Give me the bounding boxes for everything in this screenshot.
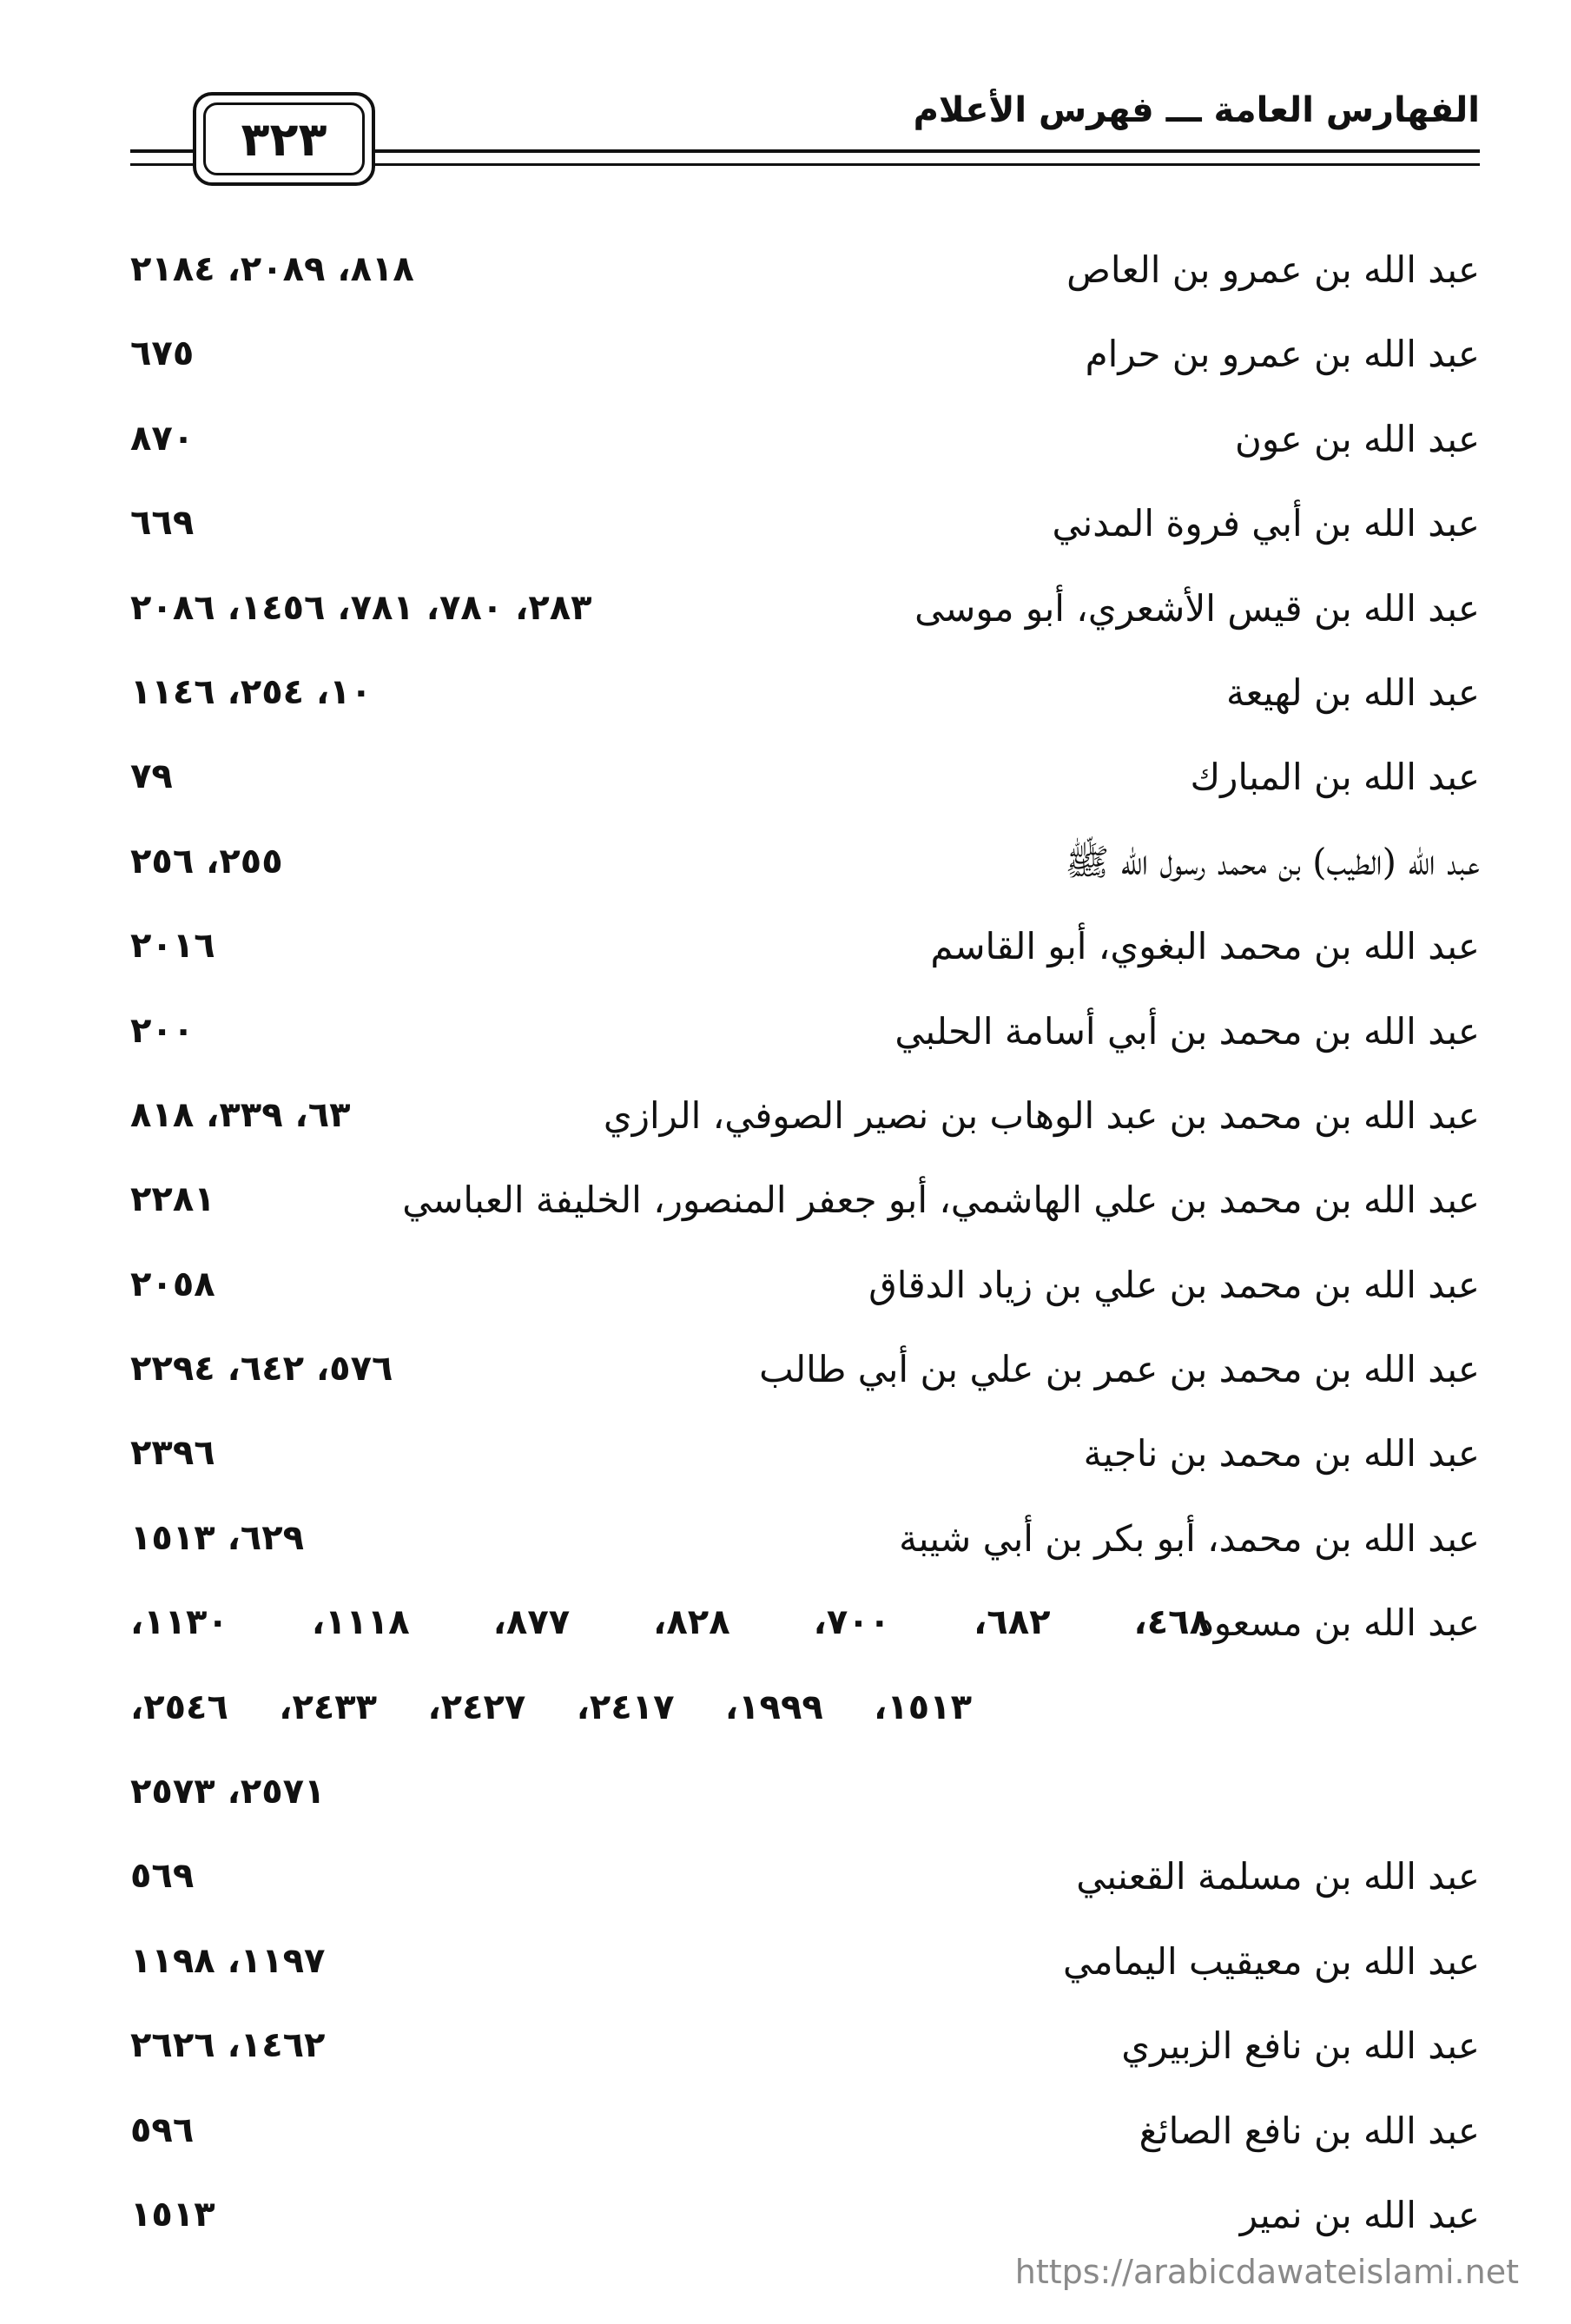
entry-name: عبد الله بن نافع الصائغ [1139,2109,1480,2152]
index-entry [130,228,1480,312]
entry-name: عبد الله بن محمد بن ناجية [1083,1432,1480,1476]
entry-name: عبد الله بن نافع الزبيري [1121,2024,1480,2068]
index-entry [130,1581,1480,1665]
index-entry [130,2004,1480,2088]
entry-pages: ١٥١٣، ١٩٩٩، ٢٤١٧، ٢٤٢٧، ٢٤٣٣، ٢٥٤٦، [130,1687,973,1727]
index-entry [130,312,1480,396]
index-entry [130,566,1480,650]
entry-pages: ٢٥٥، ٢٥٦ [130,841,283,881]
entry-pages: ٢٢٨١ [130,1179,215,1220]
index-list [130,228,1480,2257]
entry-name: عبد الله (الطيب) بن محمد رسول الله ﷺ [1065,840,1480,883]
index-entry [130,481,1480,565]
index-entry [130,1327,1480,1411]
page-number: ٣٢٣ [203,102,365,175]
entry-pages: ١٠، ٢٥٤، ١١٤٦ [130,671,372,712]
index-entry [130,1411,1480,1495]
index-entry [130,1073,1480,1158]
entry-name: عبد الله بن مسعود [1197,1601,1480,1645]
index-entry [130,735,1480,819]
entry-pages: ٧٩ [130,756,173,797]
entry-name: عبد الله بن محمد بن أبي أسامة الحلبي [894,1009,1480,1053]
index-entry [130,904,1480,988]
index-entry [130,397,1480,481]
index-entry [130,1496,1480,1581]
index-entry [130,1834,1480,1918]
index-entry [130,2089,1480,2173]
entry-name: عبد الله بن نمير [1239,2193,1480,2236]
entry-name: عبد الله بن أبي فروة المدني [1052,502,1480,545]
entry-pages: ١٤٦٢، ٢٦٢٦ [130,2025,326,2066]
page-number-frame [193,92,375,186]
index-entry [130,2173,1480,2257]
entry-pages: ٢٠١٦ [130,926,215,967]
entry-name: عبد الله بن قيس الأشعري، أبو موسى [914,586,1480,630]
index-entry [130,1243,1480,1327]
entry-pages: ٢٠٠ [130,1010,195,1051]
entry-name: عبد الله بن محمد بن عبد الوهاب بن نصير الصوفي، الرازي [603,1093,1480,1137]
entry-name: عبد الله بن المبارك [1190,756,1480,799]
entry-pages: ٦٢٩، ١٥١٣ [130,1517,305,1558]
entry-pages: ٦٣، ٣٣٩، ٨١٨ [130,1094,351,1135]
index-entry [130,1158,1480,1242]
entry-name: عبد الله بن عمرو بن العاص [1066,248,1480,291]
index-entry [130,989,1480,1073]
entry-pages: ٥٦٩ [130,1856,195,1897]
index-entry-continuation [130,1666,1480,1750]
entry-name: عبد الله بن عون [1235,417,1480,460]
entry-pages: ٤٦٨، ٦٨٢، ٧٠٠، ٨٢٨، ٨٧٧، ١١١٨، ١١٣٠، [130,1602,1211,1643]
entry-pages: ٢٣٩٦ [130,1433,215,1474]
entry-pages: ٨١٨، ٢٠٨٩، ٢١٨٤ [130,249,414,289]
index-entry [130,1919,1480,2004]
running-title: الفهارس العامة ـــ فهرس الأعلام [913,90,1480,130]
entry-pages: ٥٧٦، ٦٤٢، ٢٢٩٤ [130,1349,393,1390]
entry-name: عبد الله بن محمد، أبو بكر بن أبي شيبة [899,1516,1480,1560]
index-entry [130,820,1480,904]
entry-name: عبد الله بن محمد بن علي بن زياد الدقاق [868,1263,1480,1306]
entry-pages: ٢٨٣، ٧٨٠، ٧٨١، ١٤٥٦، ٢٠٨٦ [130,587,592,628]
entry-name: عبد الله بن لهيعة [1226,670,1480,714]
entry-name: عبد الله بن عمرو بن حرام [1085,333,1480,376]
entry-name: عبد الله بن محمد بن عمر بن علي بن أبي طالب [759,1348,1480,1391]
index-entry-continuation [130,1750,1480,1834]
entry-pages: ٦٦٩ [130,503,195,544]
entry-pages: ٢٥٧١، ٢٥٧٣ [130,1772,326,1812]
page-header [130,83,1480,192]
entry-name: عبد الله بن مسلمة القعنبي [1076,1855,1480,1898]
entry-pages: ٢٠٥٨ [130,1264,215,1304]
index-entry [130,650,1480,735]
entry-name: عبد الله بن معيقيب اليمامي [1062,1939,1480,1983]
entry-pages: ٥٩٦ [130,2109,195,2150]
entry-name: عبد الله بن محمد البغوي، أبو القاسم [930,925,1480,968]
entry-name: عبد الله بن محمد بن علي الهاشمي، أبو جعفر المنصور، الخليفة العباسي [402,1179,1480,1222]
entry-pages: ١٥١٣ [130,2194,215,2235]
entry-pages: ٨٧٠ [130,418,195,459]
watermark-url: https://arabicdawateislami.net [1014,2253,1519,2291]
entry-pages: ١١٩٧، ١١٩٨ [130,1940,326,1981]
entry-pages: ٦٧٥ [130,333,195,374]
